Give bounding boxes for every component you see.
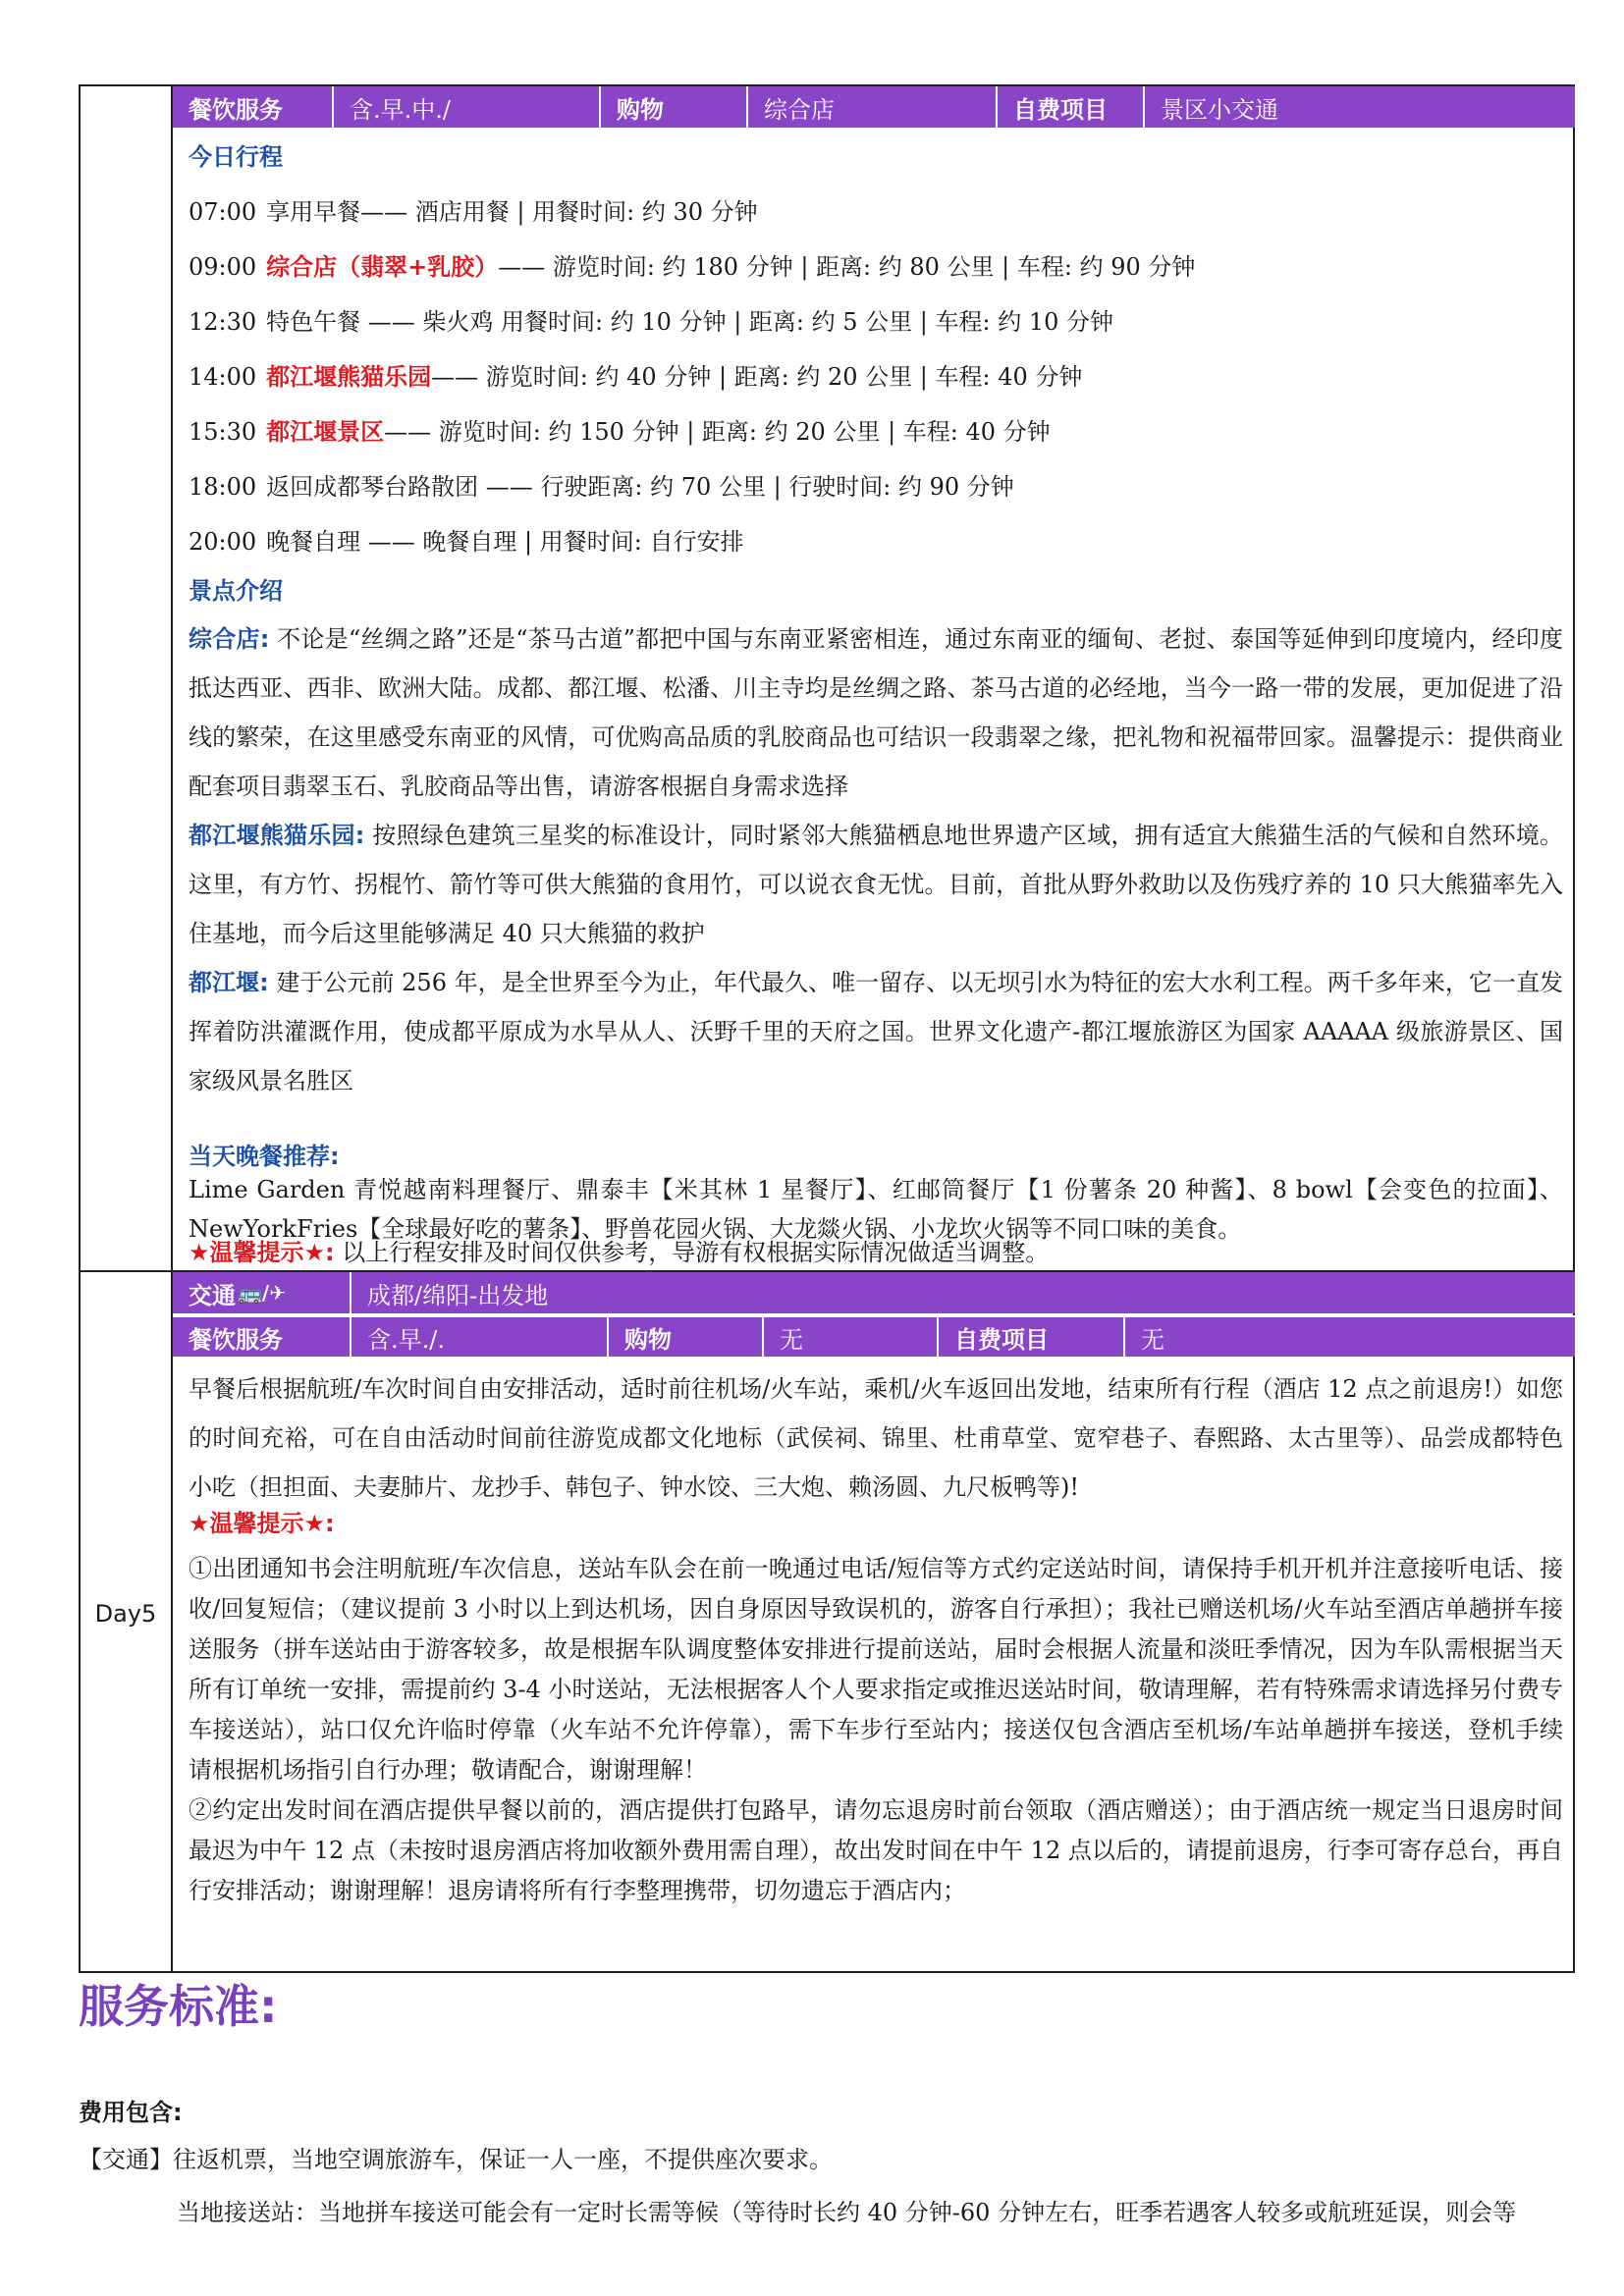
intro-item bbox=[189, 958, 1563, 1105]
day5-description: 早餐后根据航班/车次时间自由安排活动，适时前往机场/火车站，乘机/火车返回出发地，结束所有行程（酒店 12 点之前退房!）如您的时间充裕，可在自由活动时间前往游览成都文化地标（武侯祠、锦里、杜甫草堂、宽窄巷子、春熙路、太古里等）、品尝成都特色小吃（担担面、夫妻肺片、龙抄手、韩包子、钟水饺、三大炮、赖汤圆、九尺板鸭等)! bbox=[189, 1375, 1563, 1501]
day5-note-2: ②约定出发时间在酒店提供早餐以前的，酒店提供打包路早，请勿忘退房时前台领取（酒店赠送）；由于酒店统一规定当日退房时间最迟为中午 12 点（未按时退房酒店将加收额外费用需自理），故出发时间在中午 12 点以后的，请提前退房，行李可寄存总台，再自行安排活动；谢谢理解！退房请将所有行李整理携带，切勿遗忘于酒店内； bbox=[189, 1796, 1563, 1904]
shopping-value: 综合店 bbox=[748, 86, 998, 128]
route: 成都/绵阳-出发地 bbox=[367, 1281, 549, 1309]
transport-tag: 【交通】 bbox=[79, 2146, 173, 2173]
meal-value: 含.早./. bbox=[352, 1317, 609, 1357]
dinner-text: Lime Garden 青悦越南料理餐厅、鼎泰丰【米其林 1 星餐厅】、红邮筒餐厅【1 份薯条 20 种酱】、8 bowl【会变色的拉面】、NewYorkFries【全球最好吃的薯条】、野兽花园火锅、大龙燚火锅、小龙坎火锅等不同口味的美食。 bbox=[189, 1176, 1563, 1243]
schedule-row bbox=[189, 357, 1082, 392]
meal-label: 餐饮服务 bbox=[173, 1317, 352, 1357]
intro-title: 景点介绍 bbox=[189, 577, 283, 605]
intro-item bbox=[189, 811, 1563, 958]
schedule-row bbox=[189, 412, 1051, 447]
optional-value: 无 bbox=[1141, 1325, 1164, 1354]
schedule-row bbox=[189, 467, 1014, 502]
intro-text: 建于公元前 256 年，是全世界至今为止，年代最久、唯一留存、以无坝引水为特征的宏大水利工程。两千多年来，它一直发挥着防洪灌溉作用，使成都平原成为水旱从人、沃野千里的天府之国。世界文化遗产-都江堰旅游区为国家 AAAAA 级旅游景区、国家级风景名胜区 bbox=[189, 969, 1563, 1095]
schedule-time: 18:00 bbox=[189, 473, 257, 501]
intro-name: 都江堰: bbox=[189, 969, 269, 996]
transport-text: 交通 bbox=[189, 1281, 236, 1309]
schedule-highlight: 都江堰熊猫乐园 bbox=[266, 363, 432, 391]
optional-value: 景区小交通 bbox=[1161, 95, 1278, 124]
meal-value: 含.早.中./ bbox=[334, 86, 601, 128]
day5-service-bar bbox=[173, 1315, 1575, 1357]
optional-label: 自费项目 bbox=[939, 1317, 1125, 1357]
schedule-text: 特色午餐 —— 柴火鸡 用餐时间: 约 10 分钟 | 距离: 约 5 公里 | 车程: 约 10 分钟 bbox=[266, 308, 1114, 336]
transport-detail: 往返机票，当地空调旅游车，保证一人一座，不提供座次要求。 bbox=[173, 2146, 833, 2173]
schedule-text: 晚餐自理 —— 晚餐自理 | 用餐时间: 自行安排 bbox=[266, 528, 744, 556]
day-label: Day5 bbox=[94, 1600, 157, 1628]
transport-label bbox=[173, 1272, 352, 1313]
intro-text: 按照绿色建筑三星奖的标准设计，同时紧邻大熊猫栖息地世界遗产区域，拥有适宜大熊猫生活的气候和自然环境。这里，有方竹、拐棍竹、箭竹等可供大熊猫的食用竹，可以说衣食无忧。目前，首批从野外救助以及伤残疗养的 10 只大熊猫率先入住基地，而今后这里能够满足 40 只大熊猫的救护 bbox=[189, 822, 1563, 947]
meal-label: 餐饮服务 bbox=[173, 86, 334, 128]
day-column bbox=[79, 84, 173, 1973]
day4-tip bbox=[189, 1233, 1049, 1267]
schedule-time: 15:30 bbox=[189, 418, 257, 446]
intro-item bbox=[189, 614, 1563, 811]
day5-transport-bar bbox=[173, 1272, 1575, 1313]
service-title: 服务标准: bbox=[79, 1980, 278, 2033]
day5-tip-label: ★温馨提示★: bbox=[189, 1510, 335, 1537]
day4-service-bar bbox=[173, 86, 1575, 128]
schedule-row bbox=[189, 302, 1113, 337]
bus-plane-icon: 🚌/✈ bbox=[238, 1281, 286, 1305]
schedule-text: 返回成都琴台路散团 —— 行驶距离: 约 70 公里 | 行驶时间: 约 90 分钟 bbox=[266, 473, 1014, 501]
schedule-detail: —— 游览时间: 约 180 分钟 | 距离: 约 80 公里 | 车程: 约 90 分钟 bbox=[498, 253, 1196, 281]
schedule-time: 07:00 bbox=[189, 198, 257, 226]
intro-name: 都江堰熊猫乐园: bbox=[189, 822, 365, 849]
dinner-title: 当天晚餐推荐: bbox=[189, 1143, 340, 1170]
shopping-label: 购物 bbox=[601, 86, 748, 128]
intro-name: 综合店: bbox=[189, 625, 270, 653]
tip-label: ★温馨提示★: bbox=[189, 1239, 335, 1266]
schedule-highlight: 都江堰景区 bbox=[266, 418, 385, 446]
optional-label: 自费项目 bbox=[998, 86, 1145, 128]
tip-text: 以上行程安排及时间仅供参考，导游有权根据实际情况做适当调整。 bbox=[334, 1239, 1050, 1266]
schedule-highlight: 综合店（翡翠+乳胶） bbox=[266, 253, 499, 281]
schedule-time: 14:00 bbox=[189, 363, 257, 391]
schedule-detail: —— 游览时间: 约 40 分钟 | 距离: 约 20 公里 | 车程: 40 分钟 bbox=[431, 363, 1083, 391]
schedule-row bbox=[189, 247, 1195, 282]
shopping-value: 无 bbox=[764, 1317, 939, 1357]
today-title: 今日行程 bbox=[189, 143, 283, 171]
intro-text: 不论是“丝绸之路”还是“茶马古道”都把中国与东南亚紧密相连，通过东南亚的缅甸、老挝、泰国等延伸到印度境内，经印度抵达西亚、西非、欧洲大陆。成都、都江堰、松潘、川主寺均是丝绸之路、茶马古道的必经地，当今一路一带的发展，更加促进了沿线的繁荣，在这里感受东南亚的风情，可优购高品质的乳胶商品也可结识一段翡翠之缘，把礼物和祝福带回家。温馨提示：提供商业配套项目翡翠玉石、乳胶商品等出售，请游客根据自身需求选择 bbox=[189, 625, 1563, 800]
transport-line bbox=[79, 2140, 833, 2174]
shopping-label: 购物 bbox=[609, 1317, 764, 1357]
included-label: 费用包含: bbox=[79, 2099, 183, 2126]
schedule-row bbox=[189, 522, 744, 557]
schedule-time: 12:30 bbox=[189, 308, 257, 336]
schedule-text: 享用早餐—— 酒店用餐 | 用餐时间: 约 30 分钟 bbox=[266, 198, 758, 226]
schedule-detail: —— 游览时间: 约 150 分钟 | 距离: 约 20 公里 | 车程: 40 分钟 bbox=[384, 418, 1051, 446]
pickup-line: 当地接送站：当地拼车接送可能会有一定时长需等候（等待时长约 40 分钟-60 分钟左右，旺季若遇客人较多或航班延误，则会等 bbox=[177, 2199, 1517, 2226]
schedule-row bbox=[189, 192, 758, 227]
day5-note-1: ①出团通知书会注明航班/车次信息，送站车队会在前一晚通过电话/短信等方式约定送站时间，请保持手机开机并注意接听电话、接收/回复短信；（建议提前 3 小时以上到达机场，因自身原因导致误机的，游客自行承担）；我社已赠送机场/火车站至酒店单趟拼车接送服务（拼车送站由于游客较多，故是根据车队调度整体安排进行提前送站，届时会根据人流量和淡旺季情况，因为车队需根据当天所有订单统一安排，需提前约 3-4 小时送站，无法根据客人个人要求指定或推迟送站时间，敬请理解，若有特殊需求请选择另付费专车接送站），站口仅允许临时停靠（火车站不允许停靠），需下车步行至站内；接送仅包含酒店至机场/车站单趟拼车接送，登机手续请根据机场指引自行办理；敬请配合，谢谢理解！ bbox=[189, 1555, 1563, 1784]
schedule-time: 20:00 bbox=[189, 528, 257, 556]
schedule-time: 09:00 bbox=[189, 253, 257, 281]
